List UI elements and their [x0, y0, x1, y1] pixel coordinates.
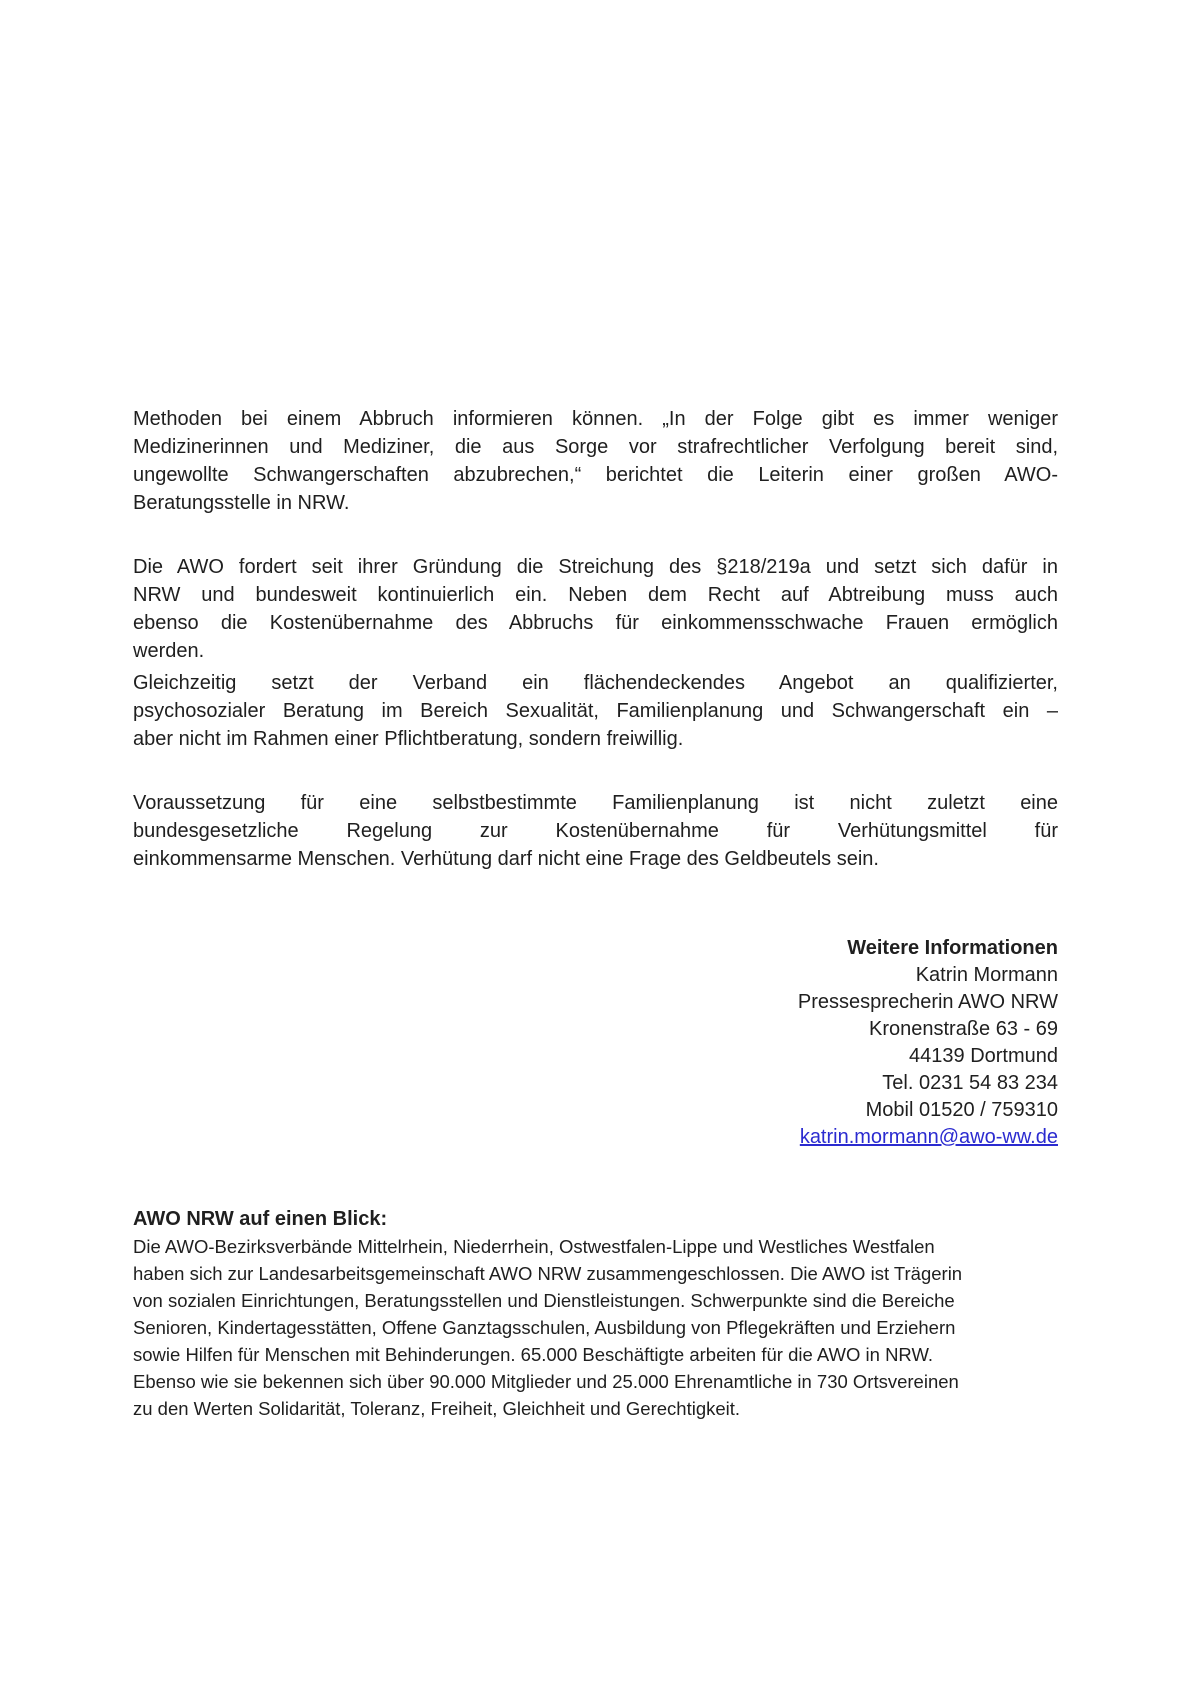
- text-line: bundesgesetzliche Regelung zur Kostenübernahme für Verhütungsmittel für: [133, 820, 1058, 842]
- text-line: Gleichzeitig setzt der Verband ein flächendeckendes Angebot an qualifizierter,: [133, 672, 1058, 694]
- text-line: Beratungsstelle in NRW.: [133, 492, 350, 514]
- contact-lines: [133, 962, 1058, 1124]
- text-line: werden.: [133, 640, 205, 662]
- paragraph: [133, 405, 1058, 517]
- contact-line: Mobil 01520 / 759310: [865, 1099, 1058, 1121]
- glance-lines: [133, 1233, 1058, 1422]
- glance-section: [133, 1206, 1058, 1422]
- text-line: Voraussetzung für eine selbstbestimmte Familienplanung ist nicht zuletzt eine: [133, 792, 1058, 814]
- text-line: einkommensarme Menschen. Verhütung darf nicht eine Frage des Geldbeutels sein.: [133, 848, 879, 870]
- paragraph: [133, 789, 1058, 873]
- glance-line: zu den Werten Solidarität, Toleranz, Freiheit, Gleichheit und Gerechtigkeit.: [133, 1398, 741, 1419]
- contact-line: Tel. 0231 54 83 234: [882, 1072, 1058, 1094]
- text-line: Die AWO fordert seit ihrer Gründung die Streichung des §218/219a und setzt sich dafür in: [133, 556, 1058, 578]
- contact-line: 44139 Dortmund: [909, 1045, 1058, 1067]
- glance-line: haben sich zur Landesarbeitsgemeinschaft AWO NRW zusammengeschlossen. Die AWO ist Trägerin: [133, 1263, 963, 1284]
- glance-line: Senioren, Kindertagesstätten, Offene Ganztagsschulen, Ausbildung von Pflegekräften und Erziehern: [133, 1317, 956, 1338]
- glance-line: Ebenso wie sie bekennen sich über 90.000 Mitglieder und 25.000 Ehrenamtliche in 730 Ortsvereinen: [133, 1371, 959, 1392]
- text-line: ebenso die Kostenübernahme des Abbruchs für einkommensschwache Frauen ermöglich: [133, 612, 1058, 634]
- page-content: [133, 405, 1058, 1422]
- glance-line: sowie Hilfen für Menschen mit Behinderungen. 65.000 Beschäftigte arbeiten für die AWO in NRW.: [133, 1344, 934, 1365]
- body-paragraphs: [133, 405, 1058, 873]
- text-line: ungewollte Schwangerschaften abzubrechen,“ berichtet die Leiterin einer großen AWO-: [133, 464, 1058, 486]
- paragraph: [133, 669, 1058, 753]
- paragraph: [133, 553, 1058, 665]
- text-line: psychosozialer Beratung im Bereich Sexualität, Familienplanung und Schwangerschaft ein –: [133, 700, 1058, 722]
- text-line: Medizinerinnen und Mediziner, die aus Sorge vor strafrechtlicher Verfolgung bereit sind,: [133, 436, 1058, 458]
- glance-line: von sozialen Einrichtungen, Beratungsstellen und Dienstleistungen. Schwerpunkte sind die Bereiche: [133, 1290, 955, 1311]
- glance-heading: AWO NRW auf einen Blick:: [133, 1208, 388, 1230]
- text-line: NRW und bundesweit kontinuierlich ein. Neben dem Recht auf Abtreibung muss auch: [133, 584, 1058, 606]
- text-line: Methoden bei einem Abbruch informieren können. „In der Folge gibt es immer weniger: [133, 408, 1058, 430]
- email-link[interactable]: katrin.mormann@awo-ww.de: [799, 1126, 1058, 1148]
- glance-line: Die AWO-Bezirksverbände Mittelrhein, Niederrhein, Ostwestfalen-Lippe und Westliches Westfalen: [133, 1236, 935, 1257]
- contact-line: Katrin Mormann: [915, 964, 1058, 986]
- contact-line: Kronenstraße 63 - 69: [869, 1018, 1058, 1040]
- contact-line: Pressesprecherin AWO NRW: [797, 991, 1058, 1013]
- contact-heading: Weitere Informationen: [847, 937, 1058, 959]
- text-line: aber nicht im Rahmen einer Pflichtberatung, sondern freiwillig.: [133, 728, 684, 750]
- contact-block: [133, 935, 1058, 1151]
